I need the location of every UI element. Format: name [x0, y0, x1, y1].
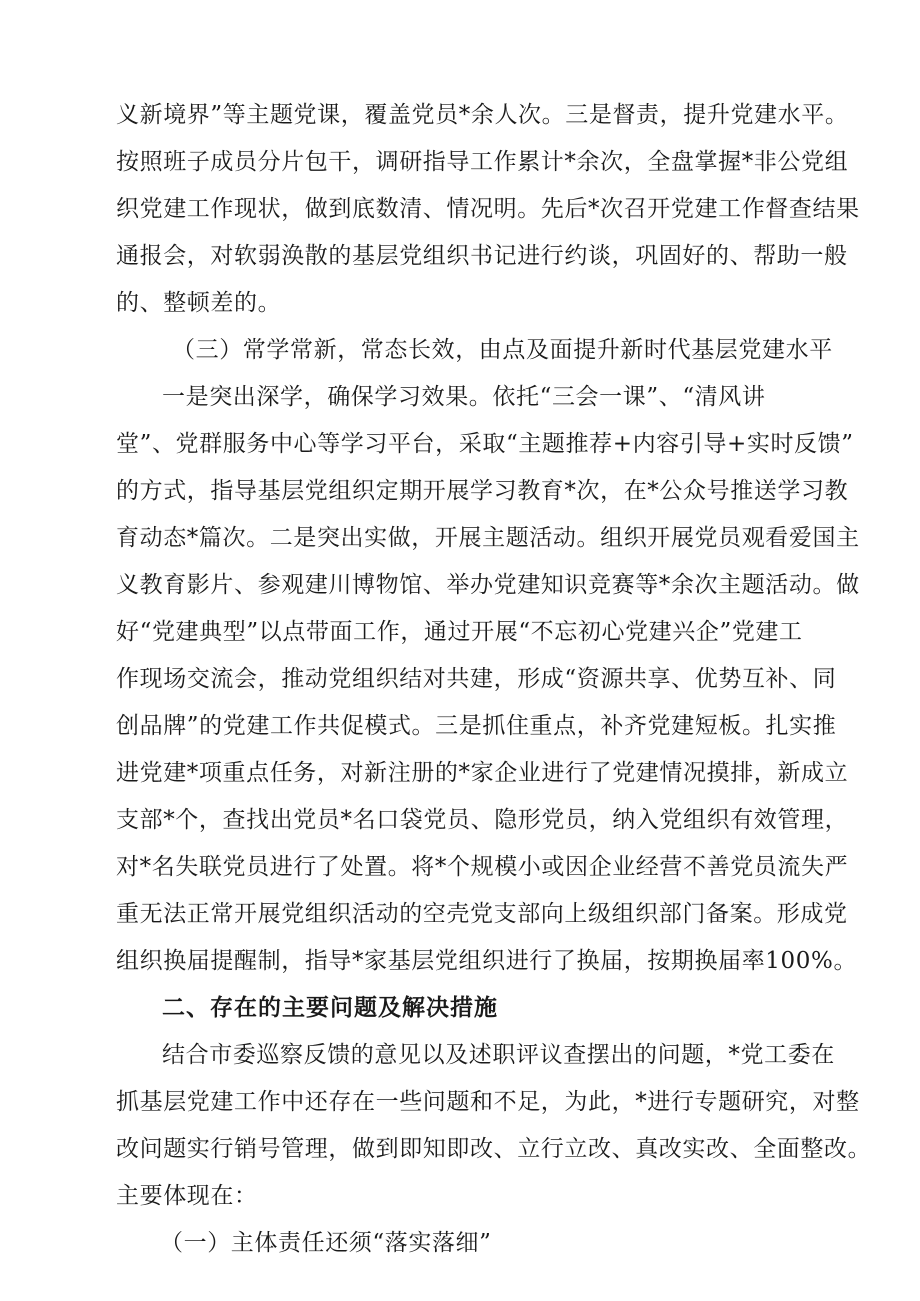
- paragraph-line: 育动态*篇次。二是突出实做，开展主题活动。组织开展党员观看爱国主: [116, 525, 860, 551]
- section-heading-2: 二、存在的主要问题及解决措施: [162, 995, 498, 1021]
- subsection-heading-1: （一）主体责任还须“落实落细”: [160, 1230, 492, 1256]
- paragraph-line: 对*名失联党员进行了处置。将*个规模小或因企业经营不善党员流失严: [116, 854, 849, 880]
- paragraph-line: 重无法正常开展党组织活动的空壳党支部向上级组织部门备案。形成党: [116, 901, 848, 927]
- paragraph-line: 堂”、党群服务中心等学习平台，采取“主题推荐+内容引导+实时反馈”: [116, 431, 854, 457]
- paragraph-line: 的、整顿差的。: [116, 290, 282, 316]
- paragraph-line: 通报会，对软弱涣散的基层党组织书记进行约谈，巩固好的、帮助一般: [116, 243, 848, 269]
- paragraph-line: 支部*个，查找出党员*名口袋党员、隐形党员，纳入党组织有效管理，: [116, 807, 849, 833]
- paragraph-line: 织党建工作现状，做到底数清、情况明。先后*次召开党建工作督查结果: [116, 196, 860, 222]
- paragraph-line: 的方式，指导基层党组织定期开展学习教育*次，在*公众号推送学习教: [116, 478, 849, 504]
- paragraph-line: 抓基层党建工作中还存在一些问题和不足，为此，*进行专题研究，对整: [116, 1089, 860, 1115]
- paragraph-line: 按照班子成员分片包干，调研指导工作累计*余次，全盘掌握*非公党组: [116, 149, 849, 175]
- paragraph-line: 义教育影片、参观建川博物馆、举办党建知识竞赛等*余次主题活动。做: [116, 572, 860, 598]
- paragraph-line: 组织换届提醒制，指导*家基层党组织进行了换届，按期换届率100%。: [116, 948, 858, 974]
- paragraph-line: 改问题实行销号管理，做到即知即改、立行立改、真改实改、全面整改。: [116, 1136, 872, 1162]
- paragraph-line: 进党建*项重点任务，对新注册的*家企业进行了党建情况摸排，新成立: [116, 760, 849, 786]
- paragraph-line: 创品牌”的党建工作共促模式。三是抓住重点，补齐党建短板。扎实推: [116, 713, 837, 739]
- paragraph-line: 好“党建典型”以点带面工作，通过开展“不忘初心党建兴企”党建工: [116, 619, 803, 645]
- section-heading-3: （三）常学常新，常态长效，由点及面提升新时代基层党建水平: [172, 337, 833, 363]
- paragraph-line: 一是突出深学，确保学习效果。依托“三会一课”、“清风讲: [162, 384, 766, 410]
- paragraph-line: 义新境界”等主题党课，覆盖党员*余人次。三是督责，提升党建水平。: [116, 102, 849, 128]
- paragraph-line: 结合市委巡察反馈的意见以及述职评议查摆出的问题，*党工委在: [162, 1042, 835, 1068]
- paragraph-line: 主要体现在：: [116, 1183, 258, 1209]
- paragraph-line: 作现场交流会，推动党组织结对共建，形成“资源共享、优势互补、同: [116, 666, 837, 692]
